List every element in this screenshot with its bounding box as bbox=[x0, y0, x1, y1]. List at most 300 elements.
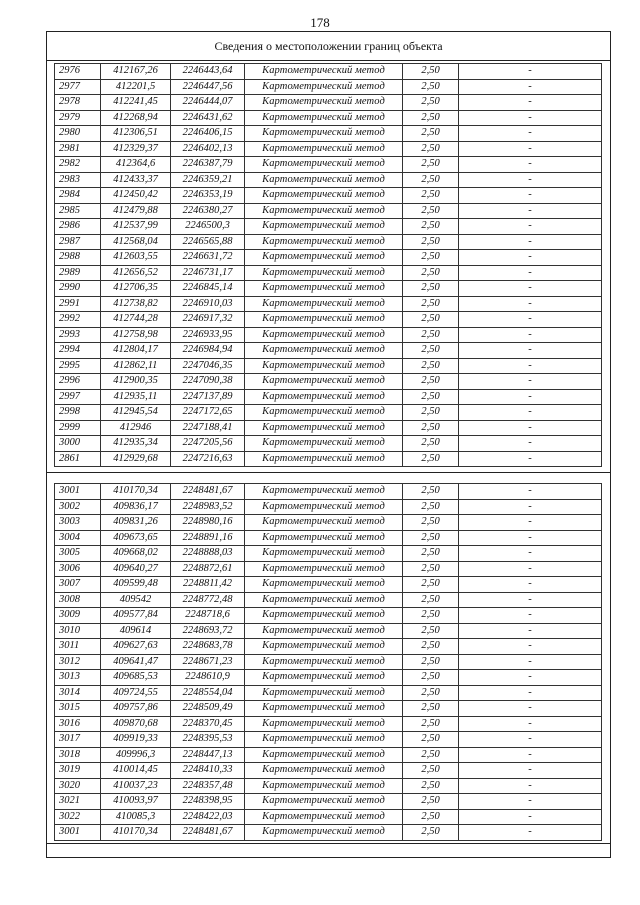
table-row bbox=[55, 561, 602, 577]
precision-cell: 2,50 bbox=[403, 172, 459, 188]
precision-cell: 2,50 bbox=[403, 592, 459, 608]
method-cell: Картометрический метод bbox=[245, 670, 403, 686]
point-number-cell: 2990 bbox=[55, 281, 101, 297]
point-number-cell: 2983 bbox=[55, 172, 101, 188]
point-number-cell: 3012 bbox=[55, 654, 101, 670]
table-row bbox=[55, 296, 602, 312]
page-number: 178 bbox=[310, 15, 330, 30]
precision-cell: 2,50 bbox=[403, 561, 459, 577]
method-cell: Картометрический метод bbox=[245, 188, 403, 204]
table-row bbox=[55, 809, 602, 825]
x-coordinate-cell: 412758,98 bbox=[101, 327, 171, 343]
method-cell: Картометрический метод bbox=[245, 219, 403, 235]
description-cell: - bbox=[459, 577, 602, 593]
description-cell: - bbox=[459, 561, 602, 577]
x-coordinate-cell: 409627,63 bbox=[101, 639, 171, 655]
table-row bbox=[55, 623, 602, 639]
point-number-cell: 2861 bbox=[55, 451, 101, 467]
method-cell: Картометрический метод bbox=[245, 515, 403, 531]
method-cell: Картометрический метод bbox=[245, 763, 403, 779]
precision-cell: 2,50 bbox=[403, 436, 459, 452]
precision-cell: 2,50 bbox=[403, 343, 459, 359]
method-cell: Картометрический метод bbox=[245, 747, 403, 763]
x-coordinate-cell: 412268,94 bbox=[101, 110, 171, 126]
y-coordinate-cell: 2248693,72 bbox=[171, 623, 245, 639]
precision-cell: 2,50 bbox=[403, 747, 459, 763]
precision-cell: 2,50 bbox=[403, 95, 459, 111]
point-number-cell: 2985 bbox=[55, 203, 101, 219]
method-cell: Картометрический метод bbox=[245, 701, 403, 717]
description-cell: - bbox=[459, 794, 602, 810]
table-row bbox=[55, 64, 602, 80]
method-cell: Картометрический метод bbox=[245, 405, 403, 421]
description-cell: - bbox=[459, 157, 602, 173]
point-number-cell: 2978 bbox=[55, 95, 101, 111]
table-row bbox=[55, 79, 602, 95]
description-cell: - bbox=[459, 327, 602, 343]
point-number-cell: 3016 bbox=[55, 716, 101, 732]
precision-cell: 2,50 bbox=[403, 623, 459, 639]
x-coordinate-cell: 412706,35 bbox=[101, 281, 171, 297]
precision-cell: 2,50 bbox=[403, 716, 459, 732]
table-row bbox=[55, 701, 602, 717]
description-cell: - bbox=[459, 732, 602, 748]
method-cell: Картометрический метод bbox=[245, 389, 403, 405]
description-cell: - bbox=[459, 515, 602, 531]
description-cell: - bbox=[459, 530, 602, 546]
table-row bbox=[55, 389, 602, 405]
y-coordinate-cell: 2248481,67 bbox=[171, 484, 245, 500]
y-coordinate-cell: 2248357,48 bbox=[171, 778, 245, 794]
description-cell: - bbox=[459, 234, 602, 250]
point-number-cell: 2992 bbox=[55, 312, 101, 328]
y-coordinate-cell: 2246565,88 bbox=[171, 234, 245, 250]
precision-cell: 2,50 bbox=[403, 219, 459, 235]
x-coordinate-cell: 412167,26 bbox=[101, 64, 171, 80]
x-coordinate-cell: 409836,17 bbox=[101, 499, 171, 515]
precision-cell: 2,50 bbox=[403, 281, 459, 297]
point-number-cell: 2987 bbox=[55, 234, 101, 250]
y-coordinate-cell: 2246917,32 bbox=[171, 312, 245, 328]
table-row bbox=[55, 436, 602, 452]
precision-cell: 2,50 bbox=[403, 546, 459, 562]
point-number-cell: 3022 bbox=[55, 809, 101, 825]
y-coordinate-cell: 2248983,52 bbox=[171, 499, 245, 515]
precision-cell: 2,50 bbox=[403, 451, 459, 467]
description-cell: - bbox=[459, 79, 602, 95]
description-cell: - bbox=[459, 265, 602, 281]
point-number-cell: 2988 bbox=[55, 250, 101, 266]
table-row bbox=[55, 654, 602, 670]
precision-cell: 2,50 bbox=[403, 405, 459, 421]
description-cell: - bbox=[459, 484, 602, 500]
point-number-cell: 2991 bbox=[55, 296, 101, 312]
precision-cell: 2,50 bbox=[403, 670, 459, 686]
x-coordinate-cell: 412935,34 bbox=[101, 436, 171, 452]
x-coordinate-cell: 409668,02 bbox=[101, 546, 171, 562]
y-coordinate-cell: 2246500,3 bbox=[171, 219, 245, 235]
table-row bbox=[55, 358, 602, 374]
y-coordinate-cell: 2247137,89 bbox=[171, 389, 245, 405]
x-coordinate-cell: 412433,37 bbox=[101, 172, 171, 188]
precision-cell: 2,50 bbox=[403, 732, 459, 748]
x-coordinate-cell: 412862,11 bbox=[101, 358, 171, 374]
table-row bbox=[55, 157, 602, 173]
description-cell: - bbox=[459, 172, 602, 188]
description-cell: - bbox=[459, 374, 602, 390]
y-coordinate-cell: 2246353,19 bbox=[171, 188, 245, 204]
table-row bbox=[55, 219, 602, 235]
method-cell: Картометрический метод bbox=[245, 794, 403, 810]
y-coordinate-cell: 2246444,07 bbox=[171, 95, 245, 111]
y-coordinate-cell: 2246402,13 bbox=[171, 141, 245, 157]
point-number-cell: 3021 bbox=[55, 794, 101, 810]
x-coordinate-cell: 412946 bbox=[101, 420, 171, 436]
table-row bbox=[55, 670, 602, 686]
description-cell: - bbox=[459, 685, 602, 701]
x-coordinate-cell: 409724,55 bbox=[101, 685, 171, 701]
point-number-cell: 2982 bbox=[55, 157, 101, 173]
point-number-cell: 2979 bbox=[55, 110, 101, 126]
x-coordinate-cell: 412804,17 bbox=[101, 343, 171, 359]
description-cell: - bbox=[459, 343, 602, 359]
table-row bbox=[55, 265, 602, 281]
description-cell: - bbox=[459, 95, 602, 111]
method-cell: Картометрический метод bbox=[245, 172, 403, 188]
table-bottom-divider bbox=[47, 843, 610, 844]
y-coordinate-cell: 2247216,63 bbox=[171, 451, 245, 467]
table-row bbox=[55, 747, 602, 763]
precision-cell: 2,50 bbox=[403, 809, 459, 825]
x-coordinate-cell: 410037,23 bbox=[101, 778, 171, 794]
description-cell: - bbox=[459, 312, 602, 328]
y-coordinate-cell: 2246447,56 bbox=[171, 79, 245, 95]
y-coordinate-cell: 2246431,62 bbox=[171, 110, 245, 126]
method-cell: Картометрический метод bbox=[245, 608, 403, 624]
method-cell: Картометрический метод bbox=[245, 546, 403, 562]
method-cell: Картометрический метод bbox=[245, 778, 403, 794]
method-cell: Картометрический метод bbox=[245, 654, 403, 670]
description-cell: - bbox=[459, 623, 602, 639]
y-coordinate-cell: 2246984,94 bbox=[171, 343, 245, 359]
table-row bbox=[55, 825, 602, 841]
precision-cell: 2,50 bbox=[403, 654, 459, 670]
description-cell: - bbox=[459, 608, 602, 624]
y-coordinate-cell: 2248872,61 bbox=[171, 561, 245, 577]
method-cell: Картометрический метод bbox=[245, 561, 403, 577]
precision-cell: 2,50 bbox=[403, 126, 459, 142]
precision-cell: 2,50 bbox=[403, 265, 459, 281]
description-cell: - bbox=[459, 592, 602, 608]
precision-cell: 2,50 bbox=[403, 530, 459, 546]
table-row bbox=[55, 203, 602, 219]
method-cell: Картометрический метод bbox=[245, 203, 403, 219]
precision-cell: 2,50 bbox=[403, 577, 459, 593]
method-cell: Картометрический метод bbox=[245, 577, 403, 593]
point-number-cell: 2998 bbox=[55, 405, 101, 421]
description-cell: - bbox=[459, 546, 602, 562]
x-coordinate-cell: 410170,34 bbox=[101, 484, 171, 500]
table-row bbox=[55, 141, 602, 157]
method-cell: Картометрический метод bbox=[245, 343, 403, 359]
y-coordinate-cell: 2247188,41 bbox=[171, 420, 245, 436]
point-number-cell: 2976 bbox=[55, 64, 101, 80]
x-coordinate-cell: 409870,68 bbox=[101, 716, 171, 732]
y-coordinate-cell: 2248370,45 bbox=[171, 716, 245, 732]
table-row bbox=[55, 172, 602, 188]
description-cell: - bbox=[459, 763, 602, 779]
point-number-cell: 3006 bbox=[55, 561, 101, 577]
table-row bbox=[55, 530, 602, 546]
description-cell: - bbox=[459, 64, 602, 80]
precision-cell: 2,50 bbox=[403, 639, 459, 655]
point-number-cell: 2996 bbox=[55, 374, 101, 390]
point-number-cell: 2984 bbox=[55, 188, 101, 204]
x-coordinate-cell: 409614 bbox=[101, 623, 171, 639]
method-cell: Картометрический метод bbox=[245, 265, 403, 281]
point-number-cell: 3003 bbox=[55, 515, 101, 531]
method-cell: Картометрический метод bbox=[245, 141, 403, 157]
y-coordinate-cell: 2248554,04 bbox=[171, 685, 245, 701]
precision-cell: 2,50 bbox=[403, 250, 459, 266]
x-coordinate-cell: 409577,84 bbox=[101, 608, 171, 624]
point-number-cell: 3013 bbox=[55, 670, 101, 686]
method-cell: Картометрический метод bbox=[245, 592, 403, 608]
x-coordinate-cell: 409542 bbox=[101, 592, 171, 608]
point-number-cell: 3020 bbox=[55, 778, 101, 794]
y-coordinate-cell: 2248671,23 bbox=[171, 654, 245, 670]
precision-cell: 2,50 bbox=[403, 608, 459, 624]
table-row bbox=[55, 343, 602, 359]
point-number-cell: 2981 bbox=[55, 141, 101, 157]
x-coordinate-cell: 412929,68 bbox=[101, 451, 171, 467]
point-number-cell: 2993 bbox=[55, 327, 101, 343]
method-cell: Картометрический метод bbox=[245, 484, 403, 500]
y-coordinate-cell: 2246933,95 bbox=[171, 327, 245, 343]
point-number-cell: 2995 bbox=[55, 358, 101, 374]
table-row bbox=[55, 515, 602, 531]
method-cell: Картометрический метод bbox=[245, 732, 403, 748]
y-coordinate-cell: 2248683,78 bbox=[171, 639, 245, 655]
x-coordinate-cell: 412241,45 bbox=[101, 95, 171, 111]
x-coordinate-cell: 409640,27 bbox=[101, 561, 171, 577]
precision-cell: 2,50 bbox=[403, 374, 459, 390]
point-number-cell: 3001 bbox=[55, 825, 101, 841]
y-coordinate-cell: 2248891,16 bbox=[171, 530, 245, 546]
x-coordinate-cell: 412329,37 bbox=[101, 141, 171, 157]
description-cell: - bbox=[459, 203, 602, 219]
table-row bbox=[55, 484, 602, 500]
section-title: Сведения о местоположении границ объекта bbox=[47, 32, 610, 61]
precision-cell: 2,50 bbox=[403, 389, 459, 405]
x-coordinate-cell: 412568,04 bbox=[101, 234, 171, 250]
description-cell: - bbox=[459, 701, 602, 717]
table-row bbox=[55, 126, 602, 142]
y-coordinate-cell: 2247046,35 bbox=[171, 358, 245, 374]
x-coordinate-cell: 412738,82 bbox=[101, 296, 171, 312]
y-coordinate-cell: 2246910,03 bbox=[171, 296, 245, 312]
table-row bbox=[55, 499, 602, 515]
x-coordinate-cell: 412603,55 bbox=[101, 250, 171, 266]
x-coordinate-cell: 412945,54 bbox=[101, 405, 171, 421]
description-cell: - bbox=[459, 436, 602, 452]
y-coordinate-cell: 2246380,27 bbox=[171, 203, 245, 219]
table-row bbox=[55, 250, 602, 266]
precision-cell: 2,50 bbox=[403, 157, 459, 173]
method-cell: Картометрический метод bbox=[245, 639, 403, 655]
y-coordinate-cell: 2246359,21 bbox=[171, 172, 245, 188]
table-row bbox=[55, 546, 602, 562]
description-cell: - bbox=[459, 747, 602, 763]
point-number-cell: 2986 bbox=[55, 219, 101, 235]
boundary-points-table-1 bbox=[54, 63, 602, 467]
method-cell: Картометрический метод bbox=[245, 64, 403, 80]
x-coordinate-cell: 412306,51 bbox=[101, 126, 171, 142]
description-cell: - bbox=[459, 809, 602, 825]
x-coordinate-cell: 409599,48 bbox=[101, 577, 171, 593]
y-coordinate-cell: 2248509,49 bbox=[171, 701, 245, 717]
precision-cell: 2,50 bbox=[403, 685, 459, 701]
table-row bbox=[55, 763, 602, 779]
y-coordinate-cell: 2247172,65 bbox=[171, 405, 245, 421]
point-number-cell: 2980 bbox=[55, 126, 101, 142]
table-row bbox=[55, 420, 602, 436]
precision-cell: 2,50 bbox=[403, 499, 459, 515]
method-cell: Картометрический метод bbox=[245, 250, 403, 266]
y-coordinate-cell: 2248888,03 bbox=[171, 546, 245, 562]
x-coordinate-cell: 412900,35 bbox=[101, 374, 171, 390]
table-row bbox=[55, 234, 602, 250]
point-number-cell: 3011 bbox=[55, 639, 101, 655]
method-cell: Картометрический метод bbox=[245, 809, 403, 825]
x-coordinate-cell: 412364,6 bbox=[101, 157, 171, 173]
description-cell: - bbox=[459, 358, 602, 374]
method-cell: Картометрический метод bbox=[245, 296, 403, 312]
method-cell: Картометрический метод bbox=[245, 234, 403, 250]
method-cell: Картометрический метод bbox=[245, 451, 403, 467]
point-number-cell: 2997 bbox=[55, 389, 101, 405]
coordinates-table-frame bbox=[46, 31, 611, 858]
precision-cell: 2,50 bbox=[403, 763, 459, 779]
y-coordinate-cell: 2248811,42 bbox=[171, 577, 245, 593]
x-coordinate-cell: 409673,65 bbox=[101, 530, 171, 546]
description-cell: - bbox=[459, 825, 602, 841]
point-number-cell: 3015 bbox=[55, 701, 101, 717]
x-coordinate-cell: 409757,86 bbox=[101, 701, 171, 717]
method-cell: Картометрический метод bbox=[245, 157, 403, 173]
boundary-points-table-2 bbox=[54, 483, 602, 841]
precision-cell: 2,50 bbox=[403, 515, 459, 531]
y-coordinate-cell: 2246406,15 bbox=[171, 126, 245, 142]
y-coordinate-cell: 2246845,14 bbox=[171, 281, 245, 297]
precision-cell: 2,50 bbox=[403, 825, 459, 841]
point-number-cell: 3001 bbox=[55, 484, 101, 500]
table-row bbox=[55, 716, 602, 732]
description-cell: - bbox=[459, 250, 602, 266]
table-row bbox=[55, 732, 602, 748]
table-row bbox=[55, 327, 602, 343]
precision-cell: 2,50 bbox=[403, 234, 459, 250]
table-row bbox=[55, 405, 602, 421]
point-number-cell: 3005 bbox=[55, 546, 101, 562]
description-cell: - bbox=[459, 281, 602, 297]
description-cell: - bbox=[459, 110, 602, 126]
description-cell: - bbox=[459, 389, 602, 405]
y-coordinate-cell: 2248422,03 bbox=[171, 809, 245, 825]
y-coordinate-cell: 2248610,9 bbox=[171, 670, 245, 686]
y-coordinate-cell: 2248772,48 bbox=[171, 592, 245, 608]
description-cell: - bbox=[459, 499, 602, 515]
x-coordinate-cell: 412744,28 bbox=[101, 312, 171, 328]
x-coordinate-cell: 409919,33 bbox=[101, 732, 171, 748]
point-number-cell: 2989 bbox=[55, 265, 101, 281]
x-coordinate-cell: 410170,34 bbox=[101, 825, 171, 841]
precision-cell: 2,50 bbox=[403, 188, 459, 204]
x-coordinate-cell: 410085,3 bbox=[101, 809, 171, 825]
precision-cell: 2,50 bbox=[403, 79, 459, 95]
table-row bbox=[55, 608, 602, 624]
method-cell: Картометрический метод bbox=[245, 79, 403, 95]
y-coordinate-cell: 2248980,16 bbox=[171, 515, 245, 531]
x-coordinate-cell: 412935,11 bbox=[101, 389, 171, 405]
method-cell: Картометрический метод bbox=[245, 281, 403, 297]
table-row bbox=[55, 451, 602, 467]
precision-cell: 2,50 bbox=[403, 484, 459, 500]
description-cell: - bbox=[459, 654, 602, 670]
x-coordinate-cell: 412201,5 bbox=[101, 79, 171, 95]
x-coordinate-cell: 409831,26 bbox=[101, 515, 171, 531]
x-coordinate-cell: 412450,42 bbox=[101, 188, 171, 204]
precision-cell: 2,50 bbox=[403, 327, 459, 343]
y-coordinate-cell: 2248410,33 bbox=[171, 763, 245, 779]
description-cell: - bbox=[459, 670, 602, 686]
y-coordinate-cell: 2246387,79 bbox=[171, 157, 245, 173]
point-number-cell: 3018 bbox=[55, 747, 101, 763]
description-cell: - bbox=[459, 126, 602, 142]
y-coordinate-cell: 2248718,6 bbox=[171, 608, 245, 624]
table-gap-divider bbox=[47, 472, 610, 473]
method-cell: Картометрический метод bbox=[245, 374, 403, 390]
method-cell: Картометрический метод bbox=[245, 530, 403, 546]
precision-cell: 2,50 bbox=[403, 296, 459, 312]
precision-cell: 2,50 bbox=[403, 358, 459, 374]
precision-cell: 2,50 bbox=[403, 110, 459, 126]
method-cell: Картометрический метод bbox=[245, 358, 403, 374]
table-row bbox=[55, 639, 602, 655]
y-coordinate-cell: 2248481,67 bbox=[171, 825, 245, 841]
y-coordinate-cell: 2246443,64 bbox=[171, 64, 245, 80]
method-cell: Картометрический метод bbox=[245, 716, 403, 732]
table-row bbox=[55, 794, 602, 810]
method-cell: Картометрический метод bbox=[245, 825, 403, 841]
point-number-cell: 3009 bbox=[55, 608, 101, 624]
point-number-cell: 3017 bbox=[55, 732, 101, 748]
x-coordinate-cell: 410014,45 bbox=[101, 763, 171, 779]
point-number-cell: 2994 bbox=[55, 343, 101, 359]
point-number-cell: 3000 bbox=[55, 436, 101, 452]
point-number-cell: 3007 bbox=[55, 577, 101, 593]
y-coordinate-cell: 2246731,17 bbox=[171, 265, 245, 281]
y-coordinate-cell: 2248398,95 bbox=[171, 794, 245, 810]
table-row bbox=[55, 312, 602, 328]
description-cell: - bbox=[459, 188, 602, 204]
point-number-cell: 3010 bbox=[55, 623, 101, 639]
method-cell: Картометрический метод bbox=[245, 436, 403, 452]
method-cell: Картометрический метод bbox=[245, 126, 403, 142]
description-cell: - bbox=[459, 778, 602, 794]
y-coordinate-cell: 2248447,13 bbox=[171, 747, 245, 763]
method-cell: Картометрический метод bbox=[245, 623, 403, 639]
